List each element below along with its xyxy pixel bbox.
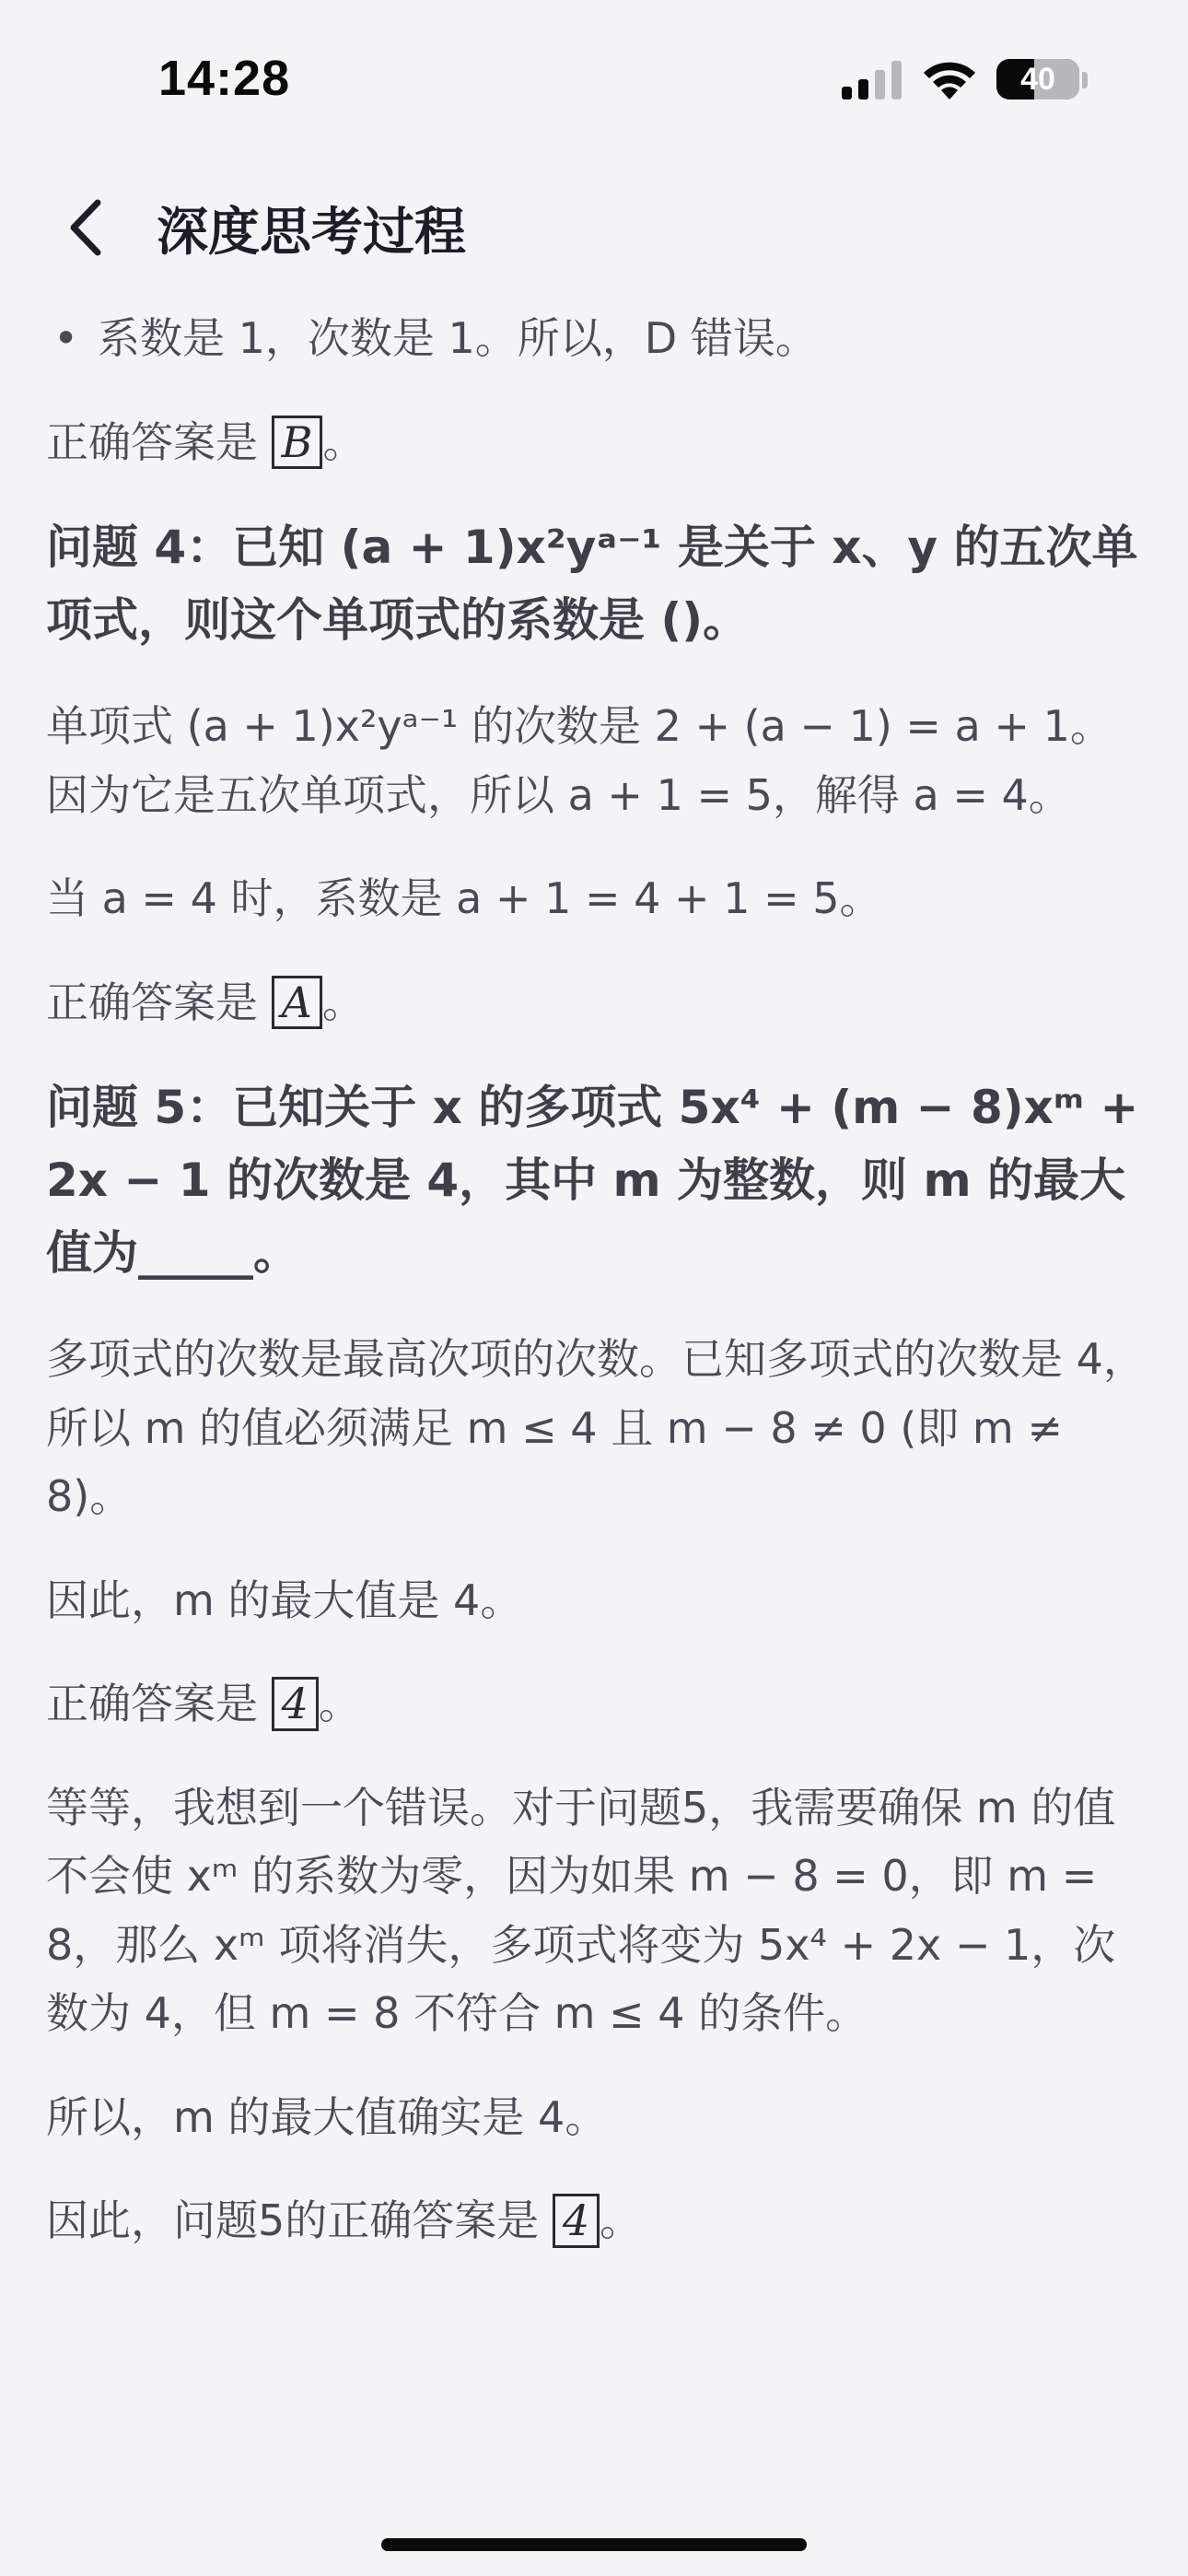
answer-suffix: 。 — [318, 1679, 361, 1729]
battery-icon — [996, 59, 1079, 100]
answer-line — [46, 408, 1151, 477]
answer-suffix: 。 — [600, 2195, 643, 2246]
wifi-icon — [921, 57, 978, 100]
answer-prefix: 正确答案是 — [46, 1679, 272, 1729]
bullet-dot: • — [53, 313, 79, 363]
paragraph: 当 a = 4 时，系数是 a + 1 = 4 + 1 = 5。 — [46, 873, 882, 924]
answer-prefix: 因此，问题5的正确答案是 — [46, 2195, 553, 2246]
answer-prefix: 正确答案是 — [46, 416, 272, 467]
bullet-text: 系数是 1，次数是 1。所以，D 错误。 — [98, 313, 818, 363]
paragraph: 因此，m 的最大值是 4。 — [46, 1575, 523, 1625]
answer-box: 4 — [272, 1677, 319, 1731]
paragraph: 所以，m 的最大值确实是 4。 — [46, 2091, 608, 2142]
battery-tip — [1082, 72, 1088, 88]
paragraph: 多项式的次数是最高次项的次数。已知多项式的次数是 4，所以 m 的值必须满足 m ≤ 4 且 m − 8 ≠ 0 (即 m ≠ 8)。 — [46, 1334, 1146, 1522]
answer-suffix: 。 — [322, 416, 366, 467]
status-bar — [0, 0, 1188, 157]
answer-box: A — [272, 976, 322, 1030]
thinking-content — [46, 304, 1151, 2290]
answer-box: B — [272, 416, 323, 470]
answer-line — [46, 968, 1151, 1037]
answer-line — [46, 2186, 1151, 2255]
answer-box: 4 — [553, 2194, 600, 2248]
answer-suffix: 。 — [321, 977, 365, 1027]
cellular-signal-icon — [842, 61, 903, 100]
question-5-heading: 问题 5：已知关于 x 的多项式 5x⁴ + (m − 8)xᵐ + 2x − 1 的次数是 4，其中 m 为整数，则 m 的最大值为_____。 — [46, 1081, 1139, 1281]
page-title: 深度思考过程 — [157, 203, 466, 263]
answer-line — [46, 1669, 1151, 1739]
bullet-item — [46, 304, 1151, 373]
battery-level: 40 — [1020, 62, 1055, 97]
status-time: 14:28 — [158, 51, 291, 106]
answer-prefix: 正确答案是 — [46, 977, 272, 1027]
question-4-heading: 问题 4：已知 (a + 1)x²yᵃ⁻¹ 是关于 x、y 的五次单项式，则这个单项式的系数是 ()。 — [46, 521, 1138, 648]
paragraph: 等等，我想到一个错误。对于问题5，我需要确保 m 的值不会使 xᵐ 的系数为零，因为如果 m − 8 = 0，即 m = 8，那么 xᵐ 项将消失，多项式将变为 5x⁴ + 2x − 1，次数为 4，但 m = 8 不符合 m ≤ 4 的条件。 — [46, 1782, 1116, 2039]
home-indicator[interactable] — [381, 2538, 807, 2551]
paragraph: 单项式 (a + 1)x²yᵃ⁻¹ 的次数是 2 + (a − 1) = a + 1。因为它是五次单项式，所以 a + 1 = 5，解得 a = 4。 — [46, 701, 1112, 820]
nav-bar — [0, 175, 1188, 276]
back-chevron-icon[interactable] — [55, 186, 120, 269]
